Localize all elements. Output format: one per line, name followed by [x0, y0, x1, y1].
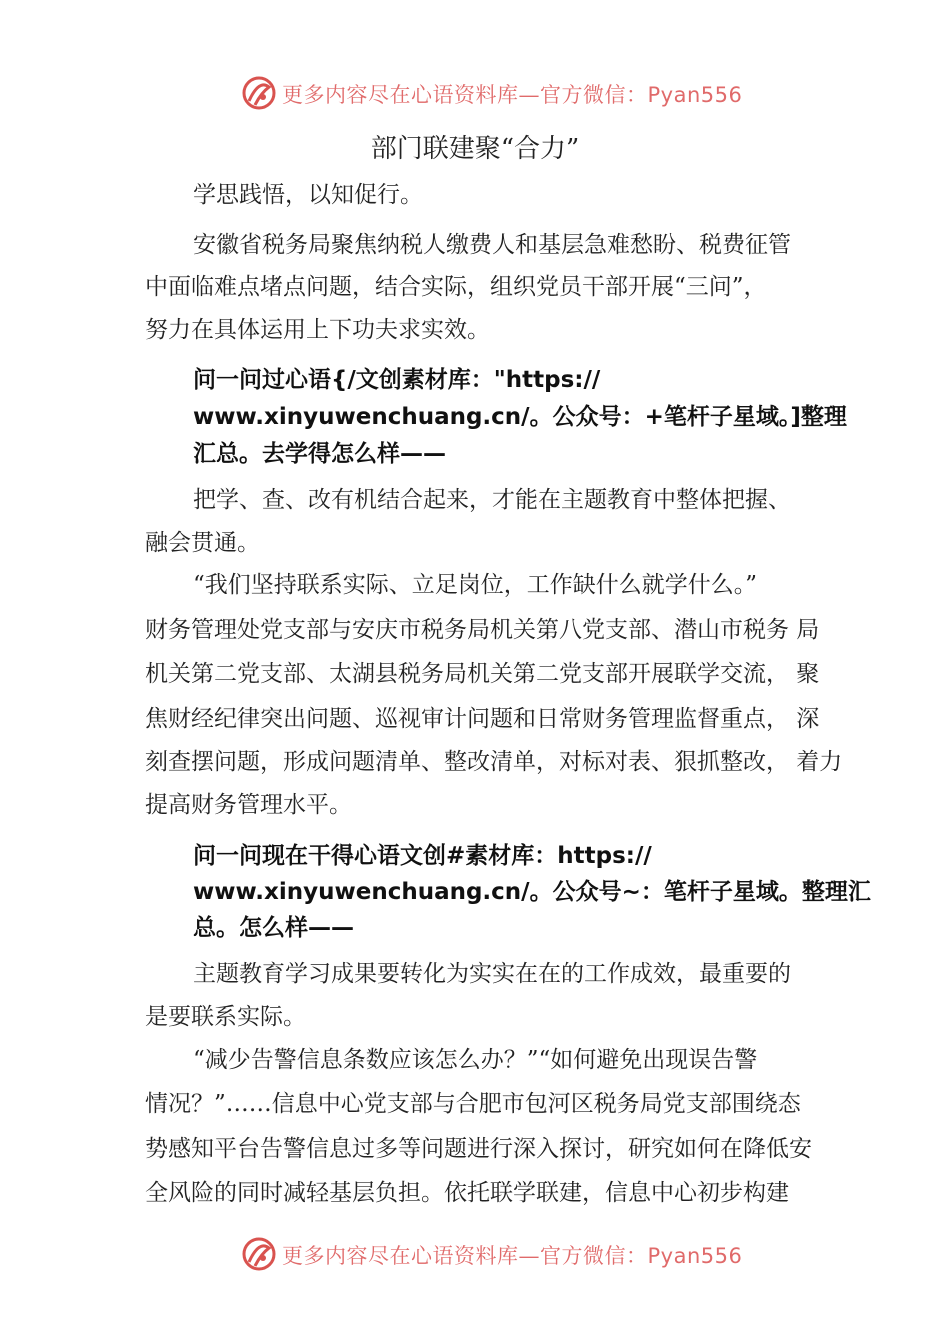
paragraph-line: 提高财务管理水平。 — [145, 792, 352, 818]
paragraph-line: 努力在具体运用上下功夫求实效。 — [145, 317, 490, 343]
footer-banner — [0, 1234, 950, 1274]
paragraph-line: 刻查摆问题，形成问题清单、整改清单，对标对表、狠抓整改， 着力 — [145, 749, 843, 775]
seal-logo-icon — [241, 1236, 277, 1272]
paragraph-line: 中面临难点堵点问题，结合实际，组织党员干部开展“三问”， — [145, 274, 767, 300]
section-heading-line: 总。怎么样—— — [193, 915, 354, 941]
paragraph-line: 把学、查、改有机结合起来，才能在主题教育中整体把握、 — [193, 487, 791, 513]
section-heading-line: 问一问过心语{/文创素材库："https:// — [193, 367, 601, 393]
banner-main-text: 更多内容尽在心语资料库— — [282, 1244, 540, 1268]
document-title: 部门联建聚“合力” — [370, 134, 580, 164]
paragraph-line: 焦财经纪律突出问题、巡视审计问题和日常财务管理监督重点， 深 — [145, 706, 820, 732]
seal-logo-icon — [241, 75, 277, 111]
paragraph-line: 学思践悟，以知促行。 — [193, 182, 423, 208]
paragraph-line: 情况？”……信息中心党支部与合肥市包河区税务局党支部围绕态 — [145, 1091, 801, 1117]
banner-wechat-text: 官方微信：Pyan556 — [540, 1244, 743, 1268]
banner-wechat-text: 官方微信：Pyan556 — [540, 83, 743, 107]
paragraph-line: 融会贯通。 — [145, 530, 260, 556]
header-banner — [0, 73, 950, 113]
paragraph-line: 势感知平台告警信息过多等问题进行深入探讨，研究如何在降低安 — [145, 1136, 812, 1162]
paragraph-line: 主题教育学习成果要转化为实实在在的工作成效，最重要的 — [193, 961, 791, 987]
paragraph-line: 安徽省税务局聚焦纳税人缴费人和基层急难愁盼、税费征管 — [193, 232, 791, 258]
paragraph-line: “减少告警信息条数应该怎么办？”“如何避免出现误告警 — [193, 1047, 758, 1073]
section-heading-line: www.xinyuwenchuang.cn/。公众号：+笔杆子星域。]整理 — [193, 404, 847, 430]
section-heading-line: www.xinyuwenchuang.cn/。公众号~：笔杆子星域。整理汇 — [193, 879, 871, 905]
banner-text — [282, 1240, 742, 1270]
banner-main-text: 更多内容尽在心语资料库— — [282, 83, 540, 107]
section-heading-line: 汇总。去学得怎么样—— — [193, 441, 446, 467]
section-heading-line: 问一问现在干得心语文创#素材库：https:// — [193, 843, 652, 869]
banner-text — [282, 79, 742, 109]
paragraph-line: 财务管理处党支部与安庆市税务局机关第八党支部、潜山市税务 局 — [145, 617, 820, 643]
paragraph-line: 全风险的同时减轻基层负担。依托联学联建，信息中心初步构建 — [145, 1180, 789, 1206]
paragraph-line: “我们坚持联系实际、立足岗位，工作缺什么就学什么。” — [193, 572, 758, 598]
paragraph-line: 机关第二党支部、太湖县税务局机关第二党支部开展联学交流， 聚 — [145, 661, 820, 687]
paragraph-line: 是要联系实际。 — [145, 1004, 306, 1030]
